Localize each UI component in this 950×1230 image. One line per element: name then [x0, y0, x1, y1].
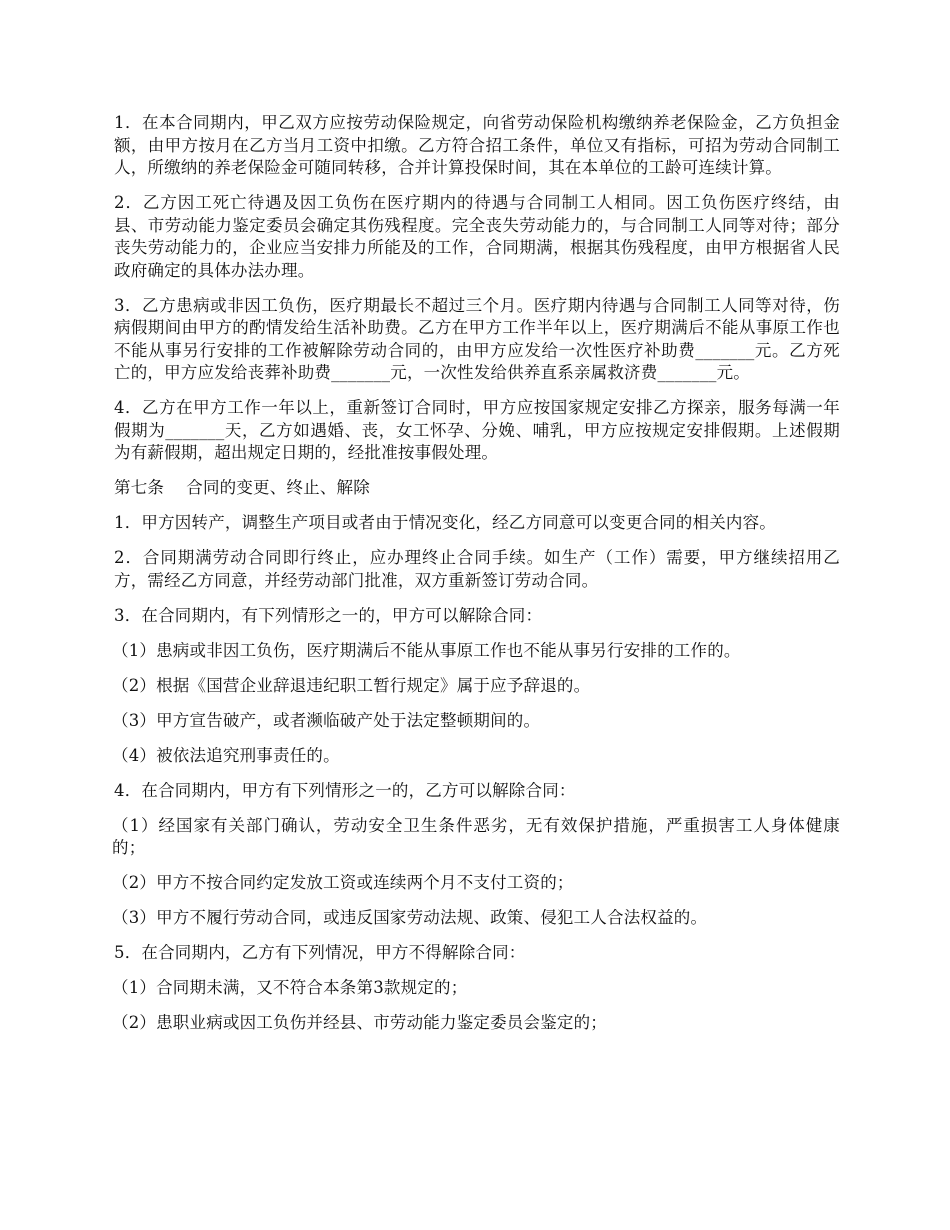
paragraph-clause-4: 4．乙方在甲方工作一年以上，重新签订合同时，甲方应按国家规定安排乙方探亲，服务每满一年假期为_______天，乙方如遇婚、丧，女工怀孕、分娩、哺乳，甲方应按规定安排假期。上述假期为有薪假期，超出规定日期的，经批准按事假处理。 — [114, 398, 840, 462]
list-item-3-3: （3）甲方宣告破产，或者濒临破产处于法定整顿期间的。 — [112, 710, 541, 730]
list-item-3-4: （4）被依法追究刑事责任的。 — [112, 745, 340, 765]
paragraph-article-7-2: 2．合同期满劳动合同即行终止，应办理终止合同手续。如生产（工作）需要，甲方继续招用乙方，需经乙方同意，并经劳动部门批准，双方重新签订劳动合同。 — [114, 548, 840, 590]
paragraph-clause-2: 2．乙方因工死亡待遇及因工负伤在医疗期内的待遇与合同制工人相同。因工负伤医疗终结，由县、市劳动能力鉴定委员会确定其伤残程度。完全丧失劳动能力的，与合同制工人同等对待；部分丧失劳动能力的，企业应当安排力所能及的工作，合同期满，根据其伤残程度，由甲方根据省人民政府确定的具体办法办理。 — [114, 193, 840, 280]
paragraph-article-7-1: 1．甲方因转产，调整生产项目或者由于情况变化，经乙方同意可以变更合同的相关内容。 — [114, 513, 776, 532]
paragraph-article-7-5: 5．在合同期内，乙方有下列情况，甲方不得解除合同： — [114, 943, 526, 962]
paragraph-clause-3: 3．乙方患病或非因工负伤，医疗期最长不超过三个月。医疗期内待遇与合同制工人同等对待，伤病假期间由甲方的酌情发给生活补助费。乙方在甲方工作半年以上，医疗期满后不能从事原工作也不能从事另行安排的工作被解除劳动合同的，由甲方应发给一次性医疗补助费_______元。乙方死亡的，甲方应发给丧葬补助费_______元，一次性发给供养直系亲属救济费_______元。 — [114, 295, 840, 382]
list-item-4-2: （2）甲方不按合同约定发放工资或连续两个月不支付工资的； — [112, 873, 574, 892]
list-item-4-1: （1）经国家有关部门确认，劳动安全卫生条件恶劣，无有效保护措施，严重损害工人身体健康的； — [112, 815, 840, 857]
list-item-3-2: （2）根据《国营企业辞退违纪职工暂行规定》属于应予辞退的。 — [112, 675, 591, 695]
paragraph-article-7-3: 3．在合同期内，有下列情形之一的，甲方可以解除合同： — [114, 605, 543, 625]
list-item-5-1: （1）合同期未满，又不符合本条第3款规定的； — [112, 978, 468, 997]
paragraph-article-7-4: 4．在合同期内，甲方有下列情形之一的，乙方可以解除合同： — [114, 780, 576, 800]
list-item-4-3: （3）甲方不履行劳动合同，或违反国家劳动法规、政策、侵犯工人合法权益的。 — [112, 908, 708, 927]
document-page — [114, 112, 840, 1047]
paragraph-clause-1: 1．在本合同期内，甲乙双方应按劳动保险规定，向省劳动保险机构缴纳养老保险金，乙方负担金额，由甲方按月在乙方当月工资中扣缴。乙方符合招工条件，单位又有指标，可招为劳动合同制工人，所缴纳的养老保险金可随同转移，合并计算投保时间，其在本单位的工龄可连续计算。 — [114, 113, 840, 177]
list-item-3-1: （1）患病或非因工负伤，医疗期满后不能从事原工作也不能从事另行安排的工作的。 — [112, 640, 741, 660]
list-item-5-2: （2）患职业病或因工负伤并经县、市劳动能力鉴定委员会鉴定的； — [112, 1013, 607, 1032]
section-heading-article-7: 第七条 合同的变更、终止、解除 — [114, 478, 370, 497]
